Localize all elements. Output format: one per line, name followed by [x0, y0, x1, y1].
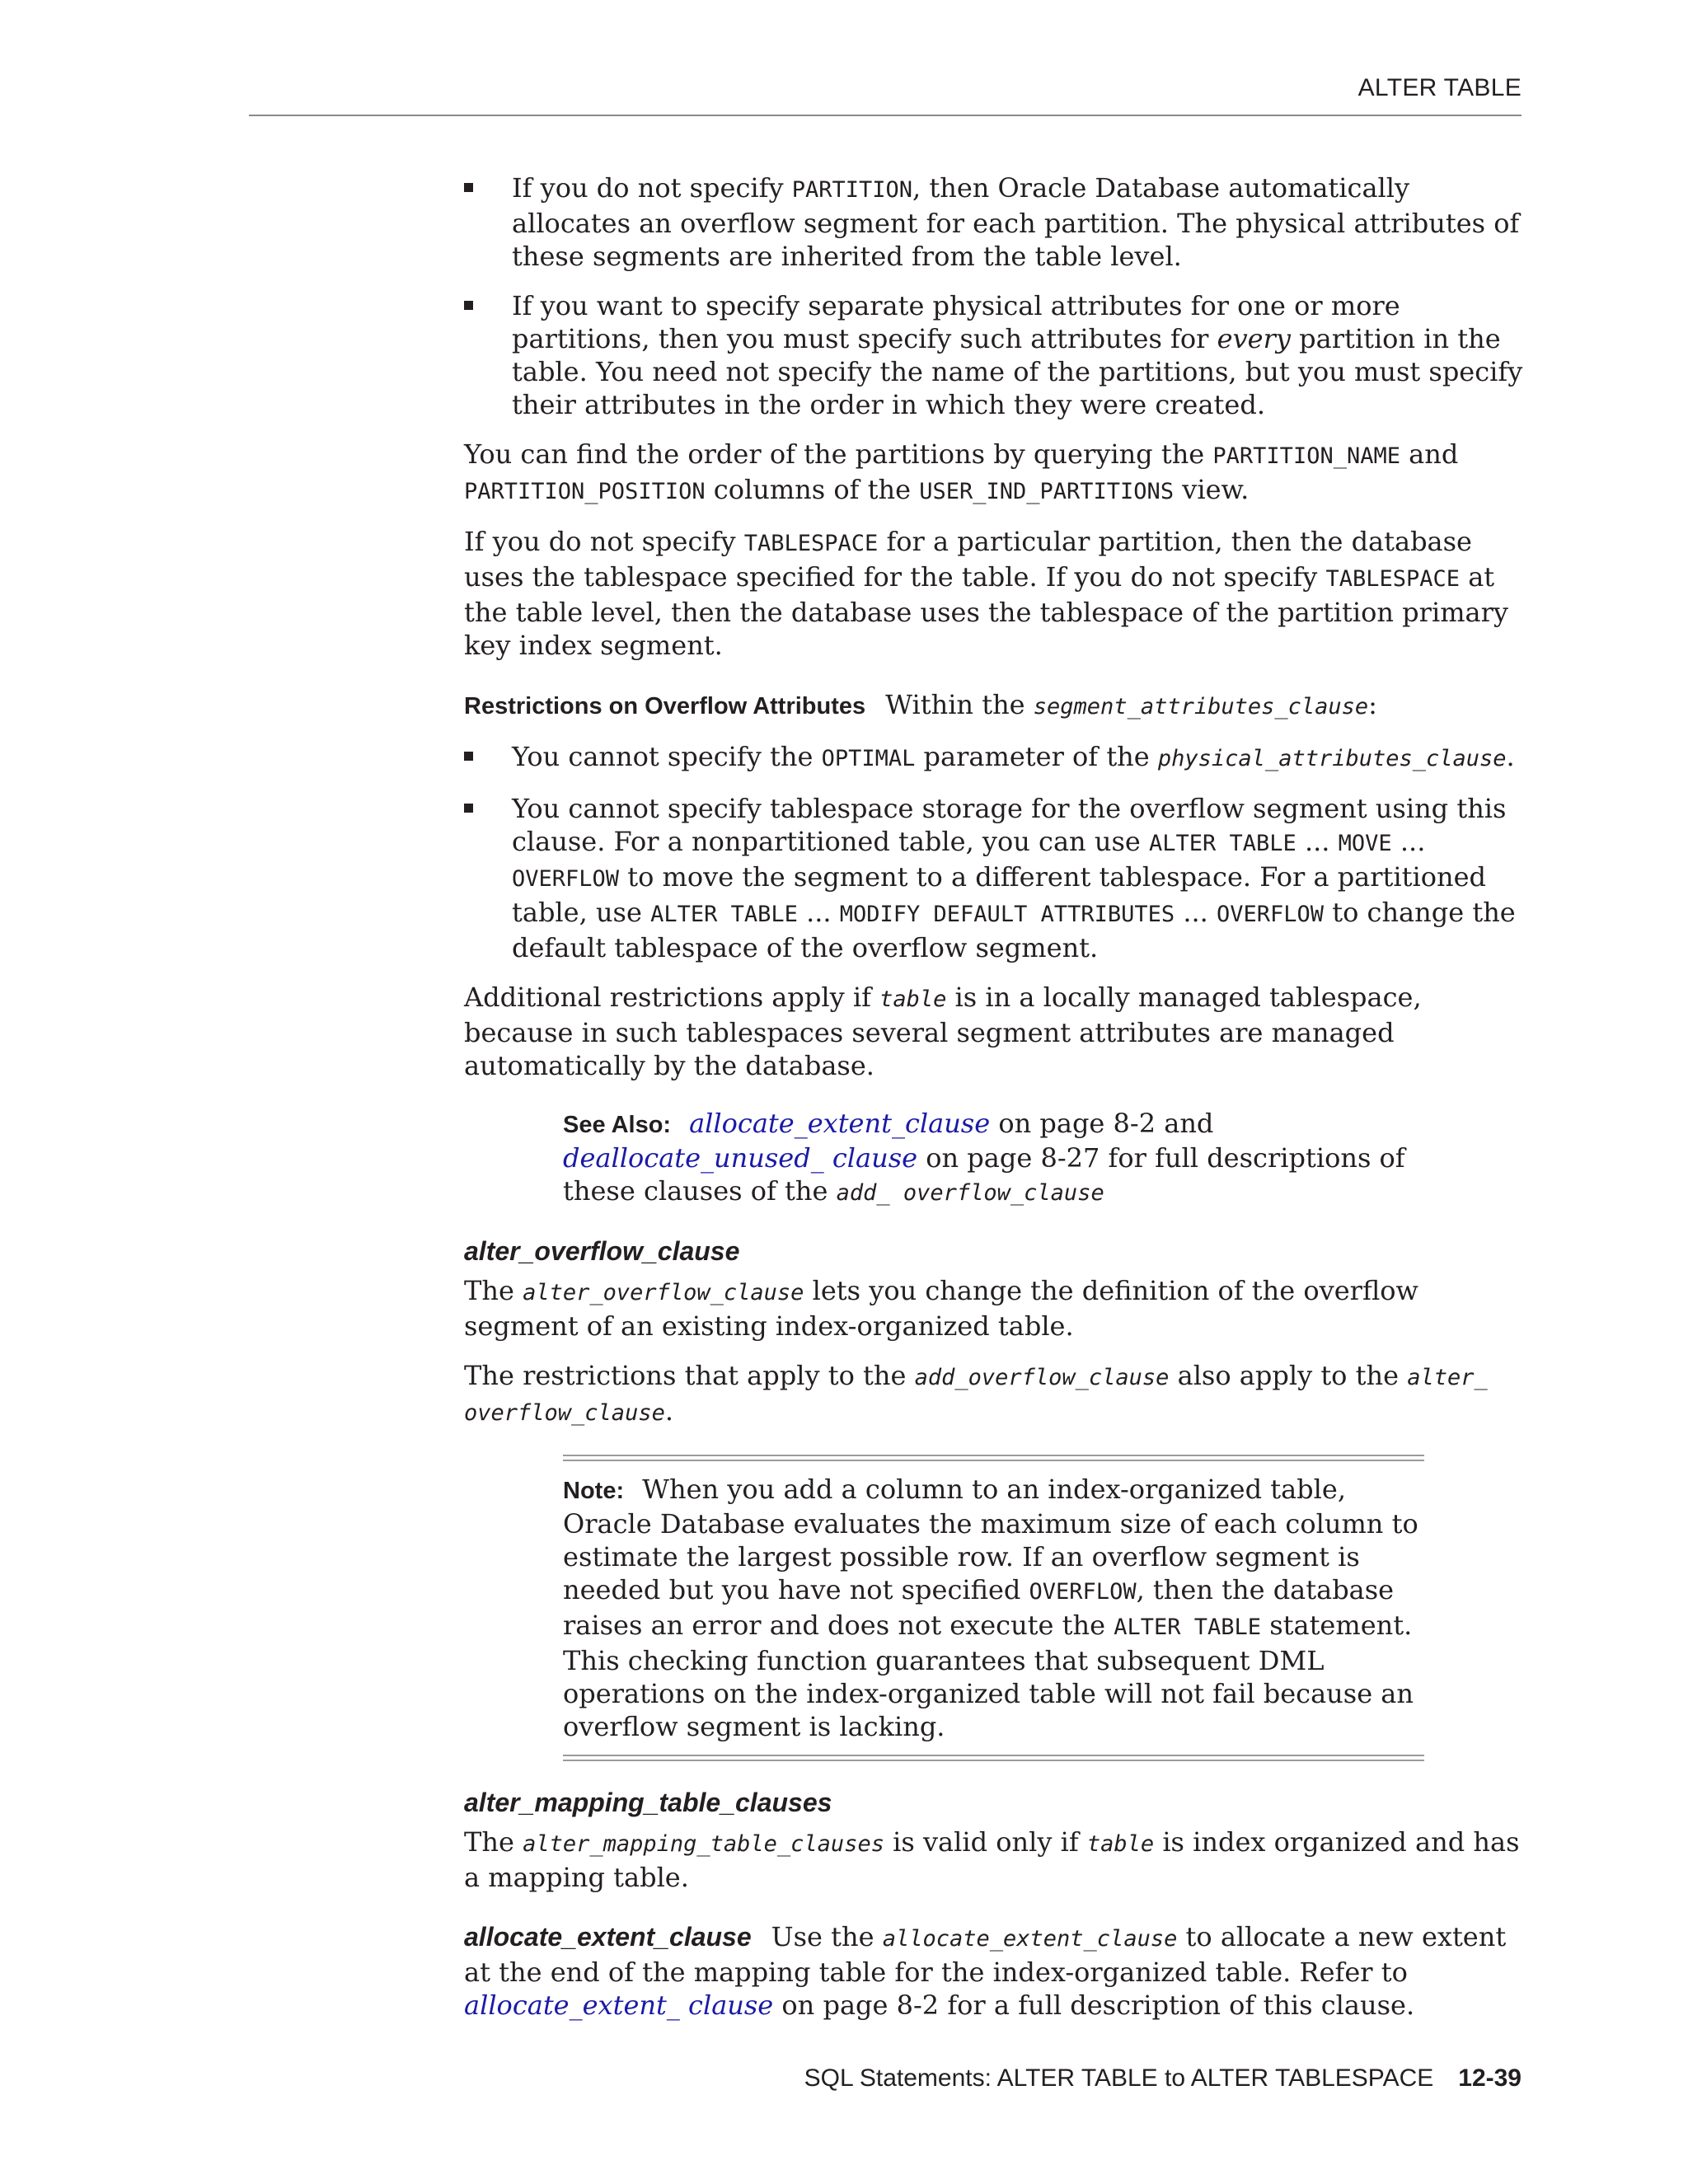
paragraph-alter-overflow: The alter_overflow_clause lets you change the definition of the overflow segment of an existing index-organized table.	[464, 1275, 1418, 1342]
restrictions-paragraph: Restrictions on Overflow Attributes Within the segment_attributes_clause:	[464, 689, 1377, 720]
note-label: Note:	[563, 1478, 625, 1504]
paragraph-alter-overflow-restrictions: The restrictions that apply to the add_overflow_clause also apply to the alter_ overflow_clause.	[464, 1360, 1488, 1427]
bullet-text: If you want to specify separate physical attributes for one or more partitions, then you must specify such attributes for every partition in the table. You need not specify the name of the partitions, but you must specify their attributes in the order in which they were created.	[512, 290, 1523, 420]
link-deallocate-unused-clause[interactable]: deallocate_unused_ clause	[563, 1142, 918, 1174]
footer-title: SQL Statements: ALTER TABLE to ALTER TABLESPACE	[804, 2064, 1434, 2092]
paragraph-additional-restrictions: Additional restrictions apply if table is in a locally managed tablespace, because in such tablespaces several segment attributes are managed automatically by the database.	[464, 982, 1422, 1081]
see-also-text: See Also: allocate_extent_clause on page 8-2 and deallocate_unused_ clause on page 8-27 for full descriptions of these clauses of the add_ overflow_clause	[563, 1108, 1405, 1207]
bullet-square-icon	[464, 804, 473, 813]
bullet-item	[464, 740, 1524, 776]
bullet-item	[464, 171, 1524, 273]
see-also-label: See Also:	[563, 1112, 672, 1138]
bullet-square-icon	[464, 301, 473, 310]
note-bottom-rule	[563, 1755, 1424, 1761]
paragraph-partition-order: You can find the order of the partitions by querying the PARTITION_NAME and PARTITION_POSITION columns of the USER_IND_PARTITIONS view.	[464, 438, 1459, 505]
allocate-extent-title: allocate_extent_clause	[464, 1922, 752, 1952]
running-header: ALTER TABLE	[1357, 74, 1522, 101]
note-box	[563, 1455, 1424, 1761]
bullet-item	[464, 289, 1524, 421]
note-top-rule	[563, 1455, 1424, 1461]
bullet-square-icon	[464, 752, 473, 761]
bullet-text: If you do not specify PARTITION, then Oracle Database automatically allocates an overflow segment for each partition. The physical attributes of these segments are inherited from the table level.	[512, 172, 1520, 272]
page-footer	[249, 2064, 1522, 2093]
restrictions-title: Restrictions on Overflow Attributes	[464, 693, 866, 719]
see-also-box	[563, 1107, 1424, 1210]
link-allocate-extent-clause[interactable]: allocate_extent_ clause	[464, 1990, 774, 2021]
bullet-text: You cannot specify the OPTIMAL parameter of the physical_attributes_clause.	[512, 741, 1515, 772]
page-content	[464, 171, 1524, 2038]
note-text: Note: When you add a column to an index-organized table, Oracle Database evaluates the maximum size of each column to estimate the largest possible row. If an overflow segment is needed but you have not specified OVERFLOW, then the database raises an error and does not execute the ALTER TABLE statement. This checking function guarantees that subsequent DML operations on the index-organized table will not fail because an overflow segment is lacking.	[563, 1474, 1418, 1742]
paragraph-tablespace: If you do not specify TABLESPACE for a particular partition, then the database uses the tablespace specified for the table. If you do not specify TABLESPACE at the table level, then the database uses the tablespace of the partition primary key index segment.	[464, 526, 1508, 661]
bullet-item	[464, 792, 1524, 964]
heading-alter-mapping-table-clauses: alter_mapping_table_clauses	[464, 1788, 832, 1817]
bullet-text: You cannot specify tablespace storage for the overflow segment using this clause. For a nonpartitioned table, you can use ALTER TABLE ... MOVE ... OVERFLOW to move the segment to a different tablespace. For a partitioned table, use ALTER TABLE ... MODIFY DEFAULT ATTRIBUTES ... OVERFLOW to change the default tablespace of the overflow segment.	[512, 793, 1516, 963]
bullet-square-icon	[464, 183, 473, 192]
header-rule	[249, 115, 1522, 116]
heading-alter-overflow-clause: alter_overflow_clause	[464, 1236, 740, 1266]
page-number: 12-39	[1458, 2064, 1522, 2092]
link-allocate-extent-clause[interactable]: allocate_extent_clause	[689, 1108, 991, 1139]
paragraph-alter-mapping: The alter_mapping_table_clauses is valid only if table is index organized and has a mapping table.	[464, 1826, 1520, 1893]
paragraph-allocate-extent: allocate_extent_clause Use the allocate_extent_clause to allocate a new extent at the end of the mapping table for the index-organized table. Refer to allocate_extent_ clause on page 8-2 for a full description of this clause.	[464, 1921, 1507, 2021]
